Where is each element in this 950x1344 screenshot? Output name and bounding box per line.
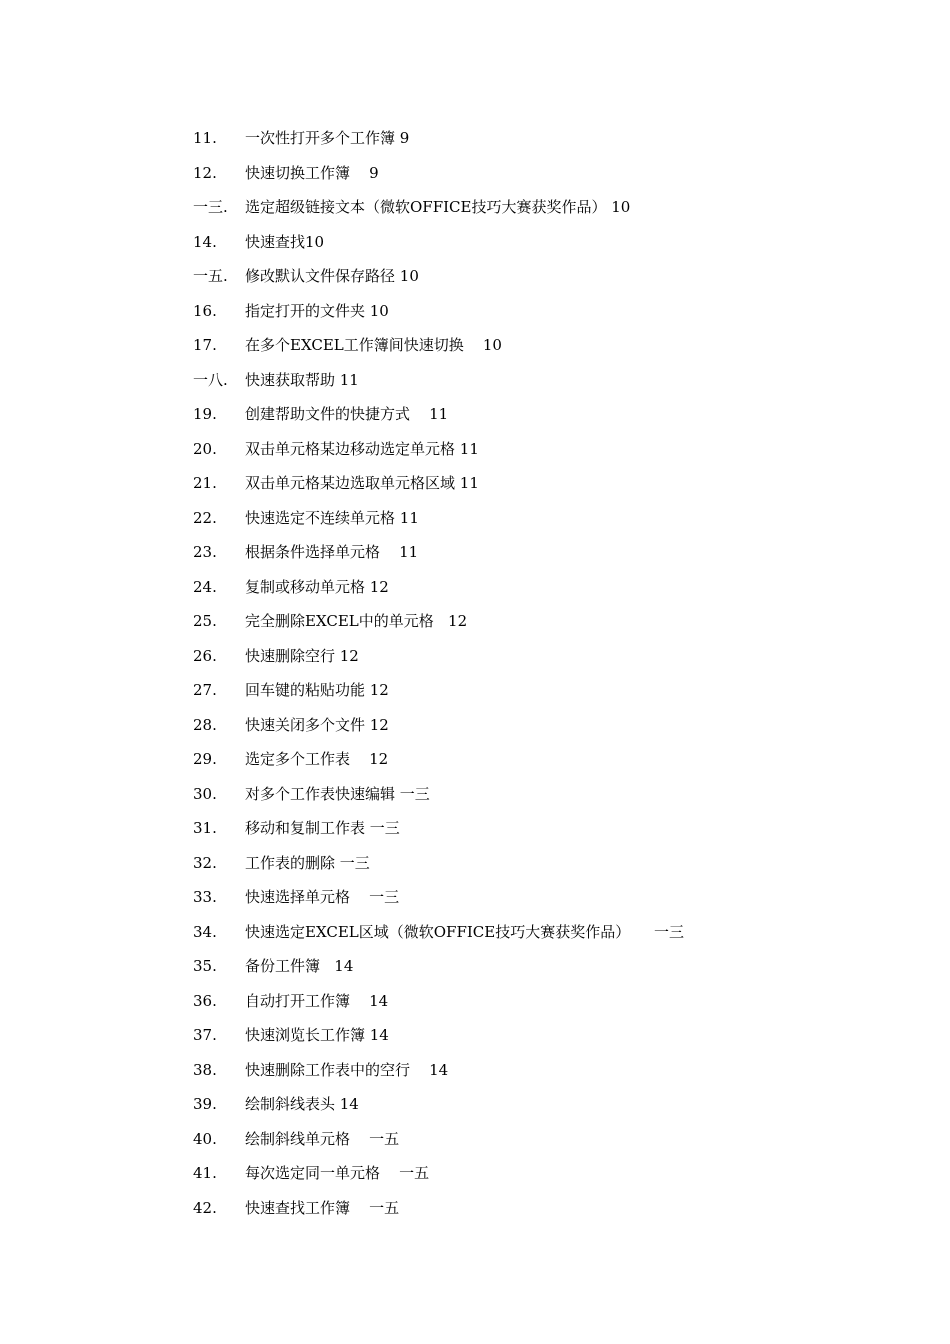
toc-entry-number: 21. [193,474,217,492]
toc-entry-number: 39. [193,1095,217,1113]
toc-entry-title: 双击单元格某边移动选定单元格 11 [245,439,479,458]
toc-entry-title: 根据条件选择单元格 11 [245,543,419,561]
toc-entry-number: 32. [193,853,217,872]
toc-entry-title: 快速查找10 [245,232,325,251]
toc-entry [193,501,913,536]
toc-entry [193,1053,913,1088]
toc-entry-title: 快速删除空行 12 [245,646,359,665]
toc-entry-title: 快速选定EXCEL区域（微软OFFICE技巧大赛获奖作品） 一三 [245,922,685,941]
toc-entry-title: 快速选定不连续单元格 11 [245,508,419,527]
toc-entry-number: 11. [193,129,217,147]
toc-entry [193,708,913,743]
toc-entry-title: 选定多个工作表 12 [245,750,389,768]
toc-entry-title: 绘制斜线表头 14 [245,1095,359,1113]
toc-entry [193,535,913,570]
toc-entry [193,984,913,1019]
toc-entry [193,673,913,708]
toc-entry-title: 备份工件簿 14 [245,957,354,975]
toc-entry-number: 一八. [193,370,228,389]
toc-entry [193,1191,913,1226]
toc-entry-number: 30. [193,784,217,803]
toc-entry [193,156,913,191]
toc-entry-number: 26. [193,646,217,665]
toc-entry-number: 35. [193,957,217,975]
toc-entry-title: 移动和复制工作表 一三 [245,819,400,837]
toc-entry [193,1087,913,1122]
toc-entry [193,604,913,639]
toc-entry-number: 27. [193,681,217,699]
toc-entry-title: 指定打开的文件夹 10 [245,301,389,320]
toc-entry-title: 对多个工作表快速编辑 一三 [245,784,430,803]
toc-entry-title: 复制或移动单元格 12 [245,577,389,596]
toc-entry-number: 22. [193,508,217,527]
toc-entry-number: 36. [193,991,217,1010]
toc-entry-number: 33. [193,888,217,906]
toc-entry [193,466,913,501]
toc-entry-number: 14. [193,232,217,251]
toc-entry [193,363,913,398]
toc-entry [193,294,913,329]
toc-entry-number: 34. [193,922,217,941]
toc-entry-title: 自动打开工作簿 14 [245,991,389,1010]
toc-entry [193,915,913,950]
toc-entry-title: 快速查找工作簿 一五 [245,1198,400,1217]
toc-entry-title: 快速关闭多个文件 12 [245,715,389,734]
toc-entry [193,1018,913,1053]
toc-entry-title: 绘制斜线单元格 一五 [245,1129,400,1148]
toc-entry-number: 16. [193,301,217,320]
toc-entry-title: 选定超级链接文本（微软OFFICE技巧大赛获奖作品） 10 [245,198,631,216]
toc-entry-title: 快速选择单元格 一三 [245,888,400,906]
toc-entry [193,639,913,674]
toc-entry-title: 双击单元格某边选取单元格区域 11 [245,474,479,492]
toc-entry [193,225,913,260]
toc-entry-number: 24. [193,577,217,596]
toc-entry-title: 回车键的粘贴功能 12 [245,681,389,699]
toc-entry-title: 在多个EXCEL工作簿间快速切换 10 [245,336,502,354]
toc-entry-number: 一五. [193,267,228,285]
toc-entry-title: 快速获取帮助 11 [245,370,359,389]
toc-entry [193,811,913,846]
toc-entry-number: 19. [193,405,217,423]
toc-entry-number: 38. [193,1060,217,1079]
toc-entry [193,259,913,294]
toc-entry-number: 42. [193,1198,217,1217]
toc-entry-number: 12. [193,163,217,182]
toc-entry [193,846,913,881]
toc-entry-number: 20. [193,439,217,458]
toc-entry-number: 40. [193,1129,217,1148]
toc-entry [193,880,913,915]
toc-entry-number: 23. [193,543,217,561]
toc-entry [193,432,913,467]
table-of-contents [193,121,913,1225]
toc-entry-number: 31. [193,819,217,837]
toc-entry-title: 工作表的删除 一三 [245,853,370,872]
toc-entry [193,570,913,605]
toc-entry-title: 快速删除工作表中的空行 14 [245,1060,449,1079]
toc-entry [193,949,913,984]
toc-entry-title: 快速浏览长工作簿 14 [245,1026,389,1044]
toc-entry-title: 修改默认文件保存路径 10 [245,267,419,285]
toc-entry-title: 快速切换工作簿 9 [245,163,379,182]
toc-entry [193,1122,913,1157]
toc-entry [193,190,913,225]
toc-entry-number: 17. [193,336,217,354]
toc-entry-number: 28. [193,715,217,734]
toc-entry-number: 37. [193,1026,217,1044]
toc-entry-number: 一三. [193,198,228,216]
toc-entry [193,777,913,812]
toc-entry-title: 一次性打开多个工作簿 9 [245,129,410,147]
toc-entry-title: 创建帮助文件的快捷方式 11 [245,405,449,423]
toc-entry-number: 41. [193,1164,217,1182]
toc-entry [193,397,913,432]
toc-entry [193,742,913,777]
toc-entry-number: 25. [193,612,217,630]
toc-entry [193,328,913,363]
toc-entry-title: 完全删除EXCEL中的单元格 12 [245,612,468,630]
toc-entry-title: 每次选定同一单元格 一五 [245,1164,430,1182]
toc-entry [193,1156,913,1191]
toc-entry [193,121,913,156]
toc-entry-number: 29. [193,750,217,768]
